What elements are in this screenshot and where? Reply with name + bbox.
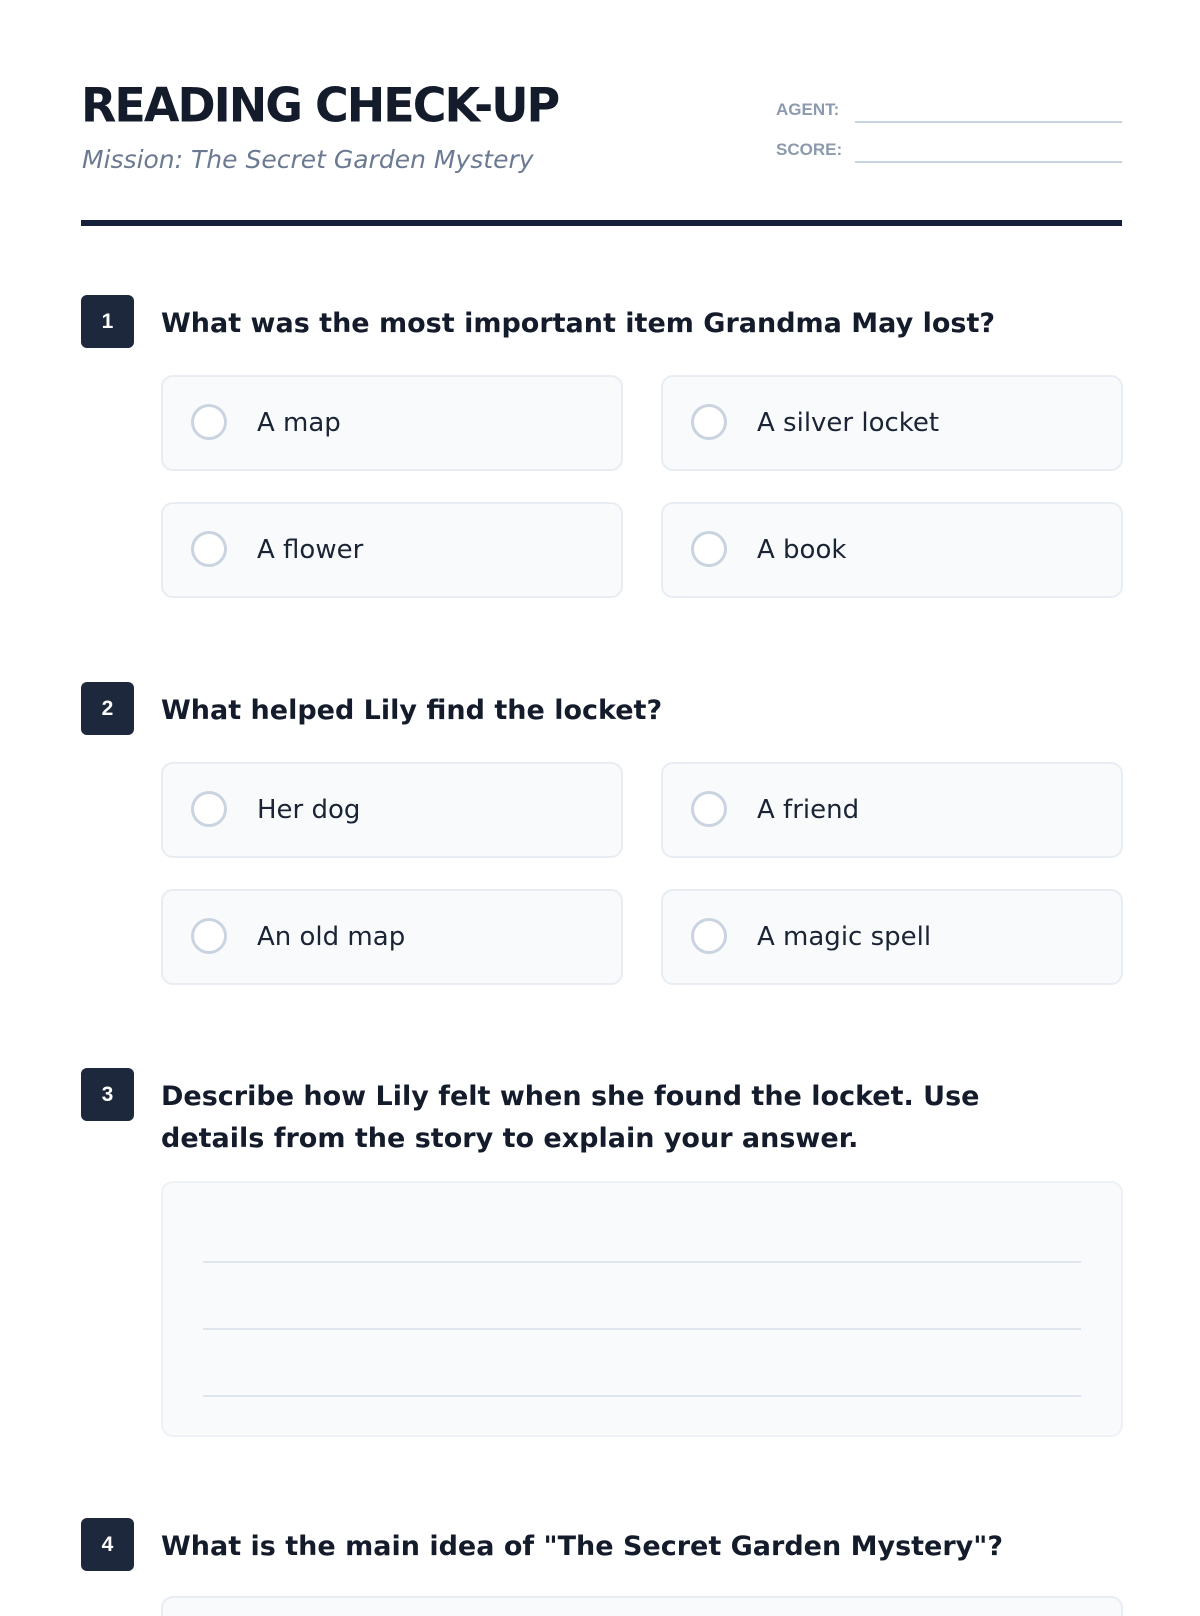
agent-input-line[interactable] <box>855 121 1122 123</box>
option-label: A book <box>757 535 847 565</box>
radio-button[interactable] <box>691 531 727 567</box>
question-number-badge: 4 <box>81 1518 134 1571</box>
question-2 <box>81 682 1122 987</box>
radio-button[interactable] <box>691 404 727 440</box>
answer-line <box>203 1328 1081 1330</box>
answer-area[interactable] <box>161 1596 1123 1616</box>
option-label: A map <box>257 408 341 438</box>
answer-line <box>203 1395 1081 1397</box>
question-number-badge: 2 <box>81 682 134 735</box>
radio-button[interactable] <box>691 791 727 827</box>
option-b[interactable] <box>661 375 1123 471</box>
option-label: A flower <box>257 535 364 565</box>
option-label: A magic spell <box>757 922 932 952</box>
score-input-line[interactable] <box>855 161 1122 163</box>
option-d[interactable] <box>661 502 1123 598</box>
question-text: Describe how Lily felt when she found the locket. Use details from the story to explain your answer. <box>161 1081 980 1154</box>
page-title: READING CHECK-UP <box>81 77 559 133</box>
agent-field[interactable] <box>776 95 1122 125</box>
header-divider <box>81 220 1122 226</box>
score-label: SCORE: <box>776 140 843 159</box>
agent-label: AGENT: <box>776 100 840 119</box>
option-a[interactable] <box>161 375 623 471</box>
radio-button[interactable] <box>191 404 227 440</box>
radio-button[interactable] <box>691 918 727 954</box>
question-text: What was the most important item Grandma May lost? <box>161 308 996 339</box>
written-answer-box[interactable] <box>161 1181 1123 1437</box>
score-field[interactable] <box>776 135 1122 165</box>
question-4 <box>81 1518 1122 1600</box>
question-text: What is the main idea of "The Secret Garden Mystery"? <box>161 1531 1004 1562</box>
question-number-badge: 1 <box>81 295 134 348</box>
worksheet-page <box>81 0 1122 1562</box>
question-text: What helped Lily find the locket? <box>161 695 663 726</box>
question-number-badge: 3 <box>81 1068 134 1121</box>
option-a[interactable] <box>161 762 623 858</box>
option-d[interactable] <box>661 889 1123 985</box>
option-label: An old map <box>257 922 406 952</box>
radio-button[interactable] <box>191 918 227 954</box>
radio-button[interactable] <box>191 791 227 827</box>
option-c[interactable] <box>161 502 623 598</box>
radio-button[interactable] <box>191 531 227 567</box>
option-label: Her dog <box>257 795 361 825</box>
option-label: A friend <box>757 795 860 825</box>
question-1 <box>81 295 1122 600</box>
option-b[interactable] <box>661 762 1123 858</box>
worksheet-header <box>81 0 1122 226</box>
answer-line <box>203 1261 1081 1263</box>
question-3 <box>81 1068 1122 1448</box>
option-c[interactable] <box>161 889 623 985</box>
option-label: A silver locket <box>757 408 940 438</box>
mission-subtitle: Mission: The Secret Garden Mystery <box>82 145 534 174</box>
